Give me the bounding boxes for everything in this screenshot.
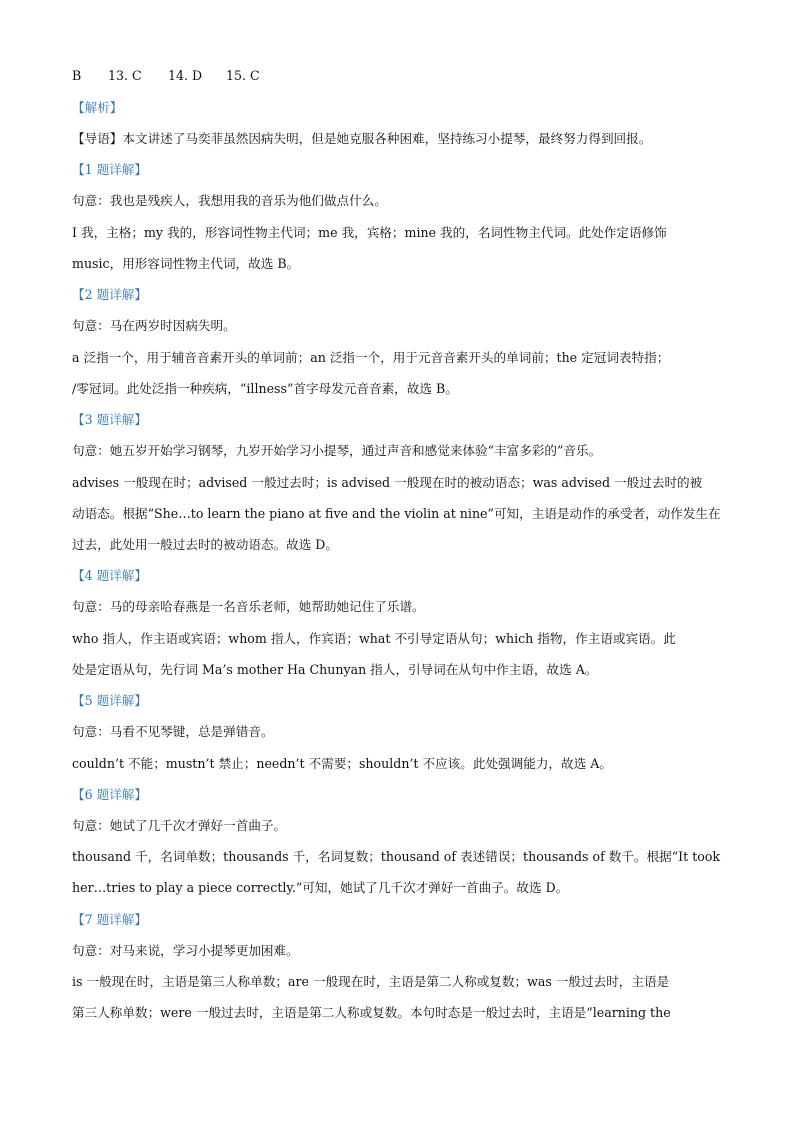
item-7-explain-line-2: 第三人称单数；were 一般过去时，主语是第二人称或复数。本句时态是一般过去时，主语是“learning the bbox=[72, 1005, 671, 1020]
item-4-explain-line-1: who 指人，作主语或宾语；whom 指人，作宾语；what 不引导定语从句；which 指物，作主语或宾语。此 bbox=[72, 631, 676, 646]
item-6-heading: 【6 题详解】 bbox=[72, 787, 147, 802]
answer-14: 14. D bbox=[168, 68, 203, 83]
item-5-meaning: 句意：马看不见琴键，总是弹错音。 bbox=[72, 724, 274, 739]
item-3-heading: 【3 题详解】 bbox=[72, 412, 147, 427]
item-5-explain-line-1: couldn’t 不能；mustn’t 禁止；needn’t 不需要；shouldn’t 不应该。此处强调能力，故选 A。 bbox=[72, 756, 612, 771]
item-3-meaning: 句意：她五岁开始学习钢琴，九岁开始学习小提琴，通过声音和感觉来体验“丰富多彩的”音乐。 bbox=[72, 443, 602, 458]
answer-key-row bbox=[72, 68, 722, 84]
item-2-meaning: 句意：马在两岁时因病失明。 bbox=[72, 318, 236, 333]
item-4-meaning: 句意：马的母亲哈春燕是一名音乐老师，她帮助她记住了乐谱。 bbox=[72, 599, 425, 614]
item-6-explain-line-2: her…tries to play a piece correctly.”可知，她试了几千次才弹好一首曲子。故选 D。 bbox=[72, 880, 569, 895]
analysis-heading: 【解析】 bbox=[72, 100, 123, 115]
item-4-heading: 【4 题详解】 bbox=[72, 568, 147, 583]
item-7-heading: 【7 题详解】 bbox=[72, 912, 147, 927]
item-1-explain-line-1: I 我，主格；my 我的，形容词性物主代词；me 我，宾格；mine 我的，名词性物主代词。此处作定语修饰 bbox=[72, 225, 667, 240]
item-7-explain-line-1: is 一般现在时，主语是第三人称单数；are 一般现在时，主语是第二人称或复数；was 一般过去时，主语是 bbox=[72, 974, 670, 989]
item-2-explain-line-2: /零冠词。此处泛指一种疾病，“illness”首字母发元音音素，故选 B。 bbox=[72, 381, 458, 396]
item-5-heading: 【5 题详解】 bbox=[72, 693, 147, 708]
guide-paragraph: 【导语】本文讲述了马奕菲虽然因病失明，但是她克服各种困难，坚持练习小提琴，最终努力得到回报。 bbox=[72, 131, 652, 146]
answer-13: 13. C bbox=[108, 68, 142, 83]
item-3-explain-line-3: 过去，此处用一般过去时的被动语态。故选 D。 bbox=[72, 537, 338, 552]
answer-12: B bbox=[72, 68, 82, 83]
item-1-meaning: 句意：我也是残疾人，我想用我的音乐为他们做点什么。 bbox=[72, 193, 387, 208]
item-2-explain-line-1: a 泛指一个，用于辅音音素开头的单词前；an 泛指一个，用于元音音素开头的单词前；the 定冠词表特指； bbox=[72, 350, 670, 365]
item-6-explain-line-1: thousand 千，名词单数；thousands 千，名词复数；thousand of 表述错误；thousands of 数千。根据“It took bbox=[72, 849, 721, 864]
item-2-heading: 【2 题详解】 bbox=[72, 287, 147, 302]
answer-15: 15. C bbox=[226, 68, 260, 83]
item-6-meaning: 句意：她试了几千次才弹好一首曲子。 bbox=[72, 818, 287, 833]
item-7-meaning: 句意：对马来说，学习小提琴更加困难。 bbox=[72, 943, 299, 958]
item-3-explain-line-2: 动语态。根据“She…to learn the piano at five and the violin at nine”可知，主语是动作的承受者，动作发生在 bbox=[72, 506, 721, 521]
item-3-explain-line-1: advises 一般现在时；advised 一般过去时；is advised 一般现在时的被动语态；was advised 一般过去时的被 bbox=[72, 475, 703, 490]
item-4-explain-line-2: 处是定语从句，先行词 Ma’s mother Ha Chunyan 指人，引导词在从句中作主语，故选 A。 bbox=[72, 662, 598, 677]
item-1-heading: 【1 题详解】 bbox=[72, 162, 147, 177]
item-1-explain-line-2: music，用形容词性物主代词，故选 B。 bbox=[72, 256, 300, 271]
